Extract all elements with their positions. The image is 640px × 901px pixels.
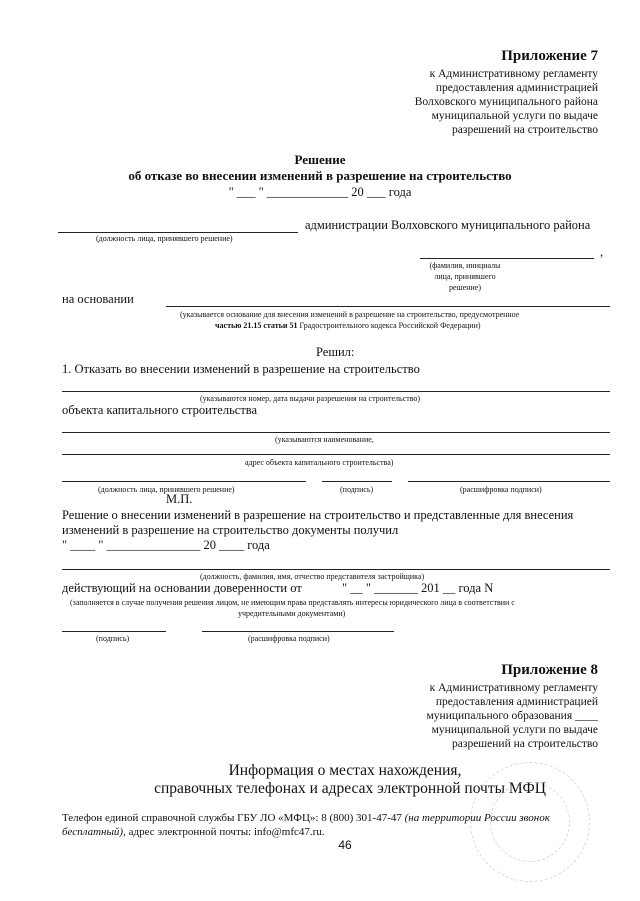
position-line (58, 232, 298, 233)
basis-note: (указывается основание для внесения изменений в разрешение на строительство, предусмотренное (180, 310, 520, 319)
fio-line (420, 258, 594, 259)
sig2-decode-label: (расшифровка подписи) (248, 634, 330, 643)
info-title: справочных телефонах и адресах электронной почты МФЦ (154, 780, 546, 797)
sig-sign-label: (подпись) (340, 485, 374, 494)
info-email (62, 825, 325, 839)
appendix-8-line: к Административному регламенту (429, 682, 598, 694)
resolved-label: Решил: (316, 345, 355, 359)
comma: , (600, 245, 604, 259)
appendix-8-title: Приложение 8 (501, 662, 598, 678)
received-text: изменений в разрешение на строительство документы получил (62, 523, 399, 537)
basis-note-rest: Градостроительного кодекса Российской Федерации) (297, 321, 481, 330)
basis-note (215, 321, 481, 331)
decision-title: Решение (294, 152, 346, 167)
permit-line (62, 391, 610, 392)
sig-decode-label: (расшифровка подписи) (460, 485, 542, 494)
info-free-call: бесплатный), (62, 826, 126, 838)
decision-date-line: " ___ " _____________ 20 ___ года (228, 185, 412, 199)
sig2-sign-label: (подпись) (96, 634, 130, 643)
object-address-line (62, 454, 610, 455)
signature-position-line (62, 481, 306, 482)
basis-line (166, 306, 610, 307)
signature2-line (62, 631, 166, 632)
info-phone-italic: (на территории России звонок (404, 812, 550, 824)
administration-name: администрации Волховского муниципального района (305, 218, 591, 232)
refusal-item: 1. Отказать во внесении изменений в разрешение на строительство (62, 362, 420, 376)
note-proxy: (заполняется в случае получения решения лицом, не имеющим права представлять интересы юридического лица в соответствии с (70, 598, 515, 607)
signature-decode-line (408, 481, 610, 482)
appendix-7-line: муниципальной услуги по выдаче (431, 110, 598, 122)
basis-note-bold: частью 21.15 статьи 51 (215, 321, 298, 330)
appendix-8-line: муниципального образования ____ (426, 710, 598, 722)
info-title: Информация о местах нахождения, (228, 762, 462, 779)
note-number: (указываются номер, дата выдачи разрешения на строительство) (200, 394, 421, 403)
object-name-line (62, 432, 610, 433)
label-fio: решение) (448, 283, 482, 292)
label-fio: (фамилия, инициалы (429, 261, 501, 270)
signature-line (322, 481, 392, 482)
info-phone-text: Телефон единой справочной службы ГБУ ЛО «МФЦ»: 8 (800) 301-47-47 (62, 812, 405, 824)
note-developer: (должность, фамилия, имя, отчество представителя застройщика) (200, 572, 425, 581)
received-date: " ____ " _______________ 20 ____ года (62, 538, 270, 552)
appendix-8-line: разрешений на строительство (452, 738, 598, 750)
proxy-label: действующий на основании доверенности от (62, 581, 302, 595)
label-position: (должность лица, принявшего решение) (96, 234, 233, 243)
object-label: объекта капитального строительства (62, 403, 258, 417)
received-text: Решение о внесении изменений в разрешение на строительство и представленные для внесения (62, 508, 574, 522)
info-email-text: адрес электронной почты: info@mfc47.ru. (125, 826, 325, 838)
note-name: (указываются наименование, (275, 435, 374, 444)
note-proxy: учредительными документами) (238, 609, 346, 618)
appendix-7-title: Приложение 7 (501, 48, 598, 64)
sig-position-label: (должность лица, принявшего решение) (98, 485, 235, 494)
decision-subtitle: об отказе во внесении изменений в разрешение на строительство (128, 168, 512, 183)
appendix-7-line: разрешений на строительство (452, 124, 598, 136)
proxy-date: " __ " _______ 201 __ года N (342, 581, 494, 595)
note-address: адрес объекта капитального строительства) (245, 458, 394, 467)
page-number: 46 (338, 838, 352, 852)
appendix-7-line: Волховского муниципального района (414, 96, 598, 108)
label-fio: лица, принявшего (434, 272, 496, 281)
appendix-7-line: предоставления администрацией (435, 82, 598, 94)
appendix-7-line: к Административному регламенту (429, 68, 598, 80)
seal-place: М.П. (166, 492, 193, 506)
signature2-decode-line (202, 631, 394, 632)
appendix-8-line: муниципальной услуги по выдаче (431, 724, 598, 736)
developer-line (62, 569, 610, 570)
basis-label: на основании (62, 292, 134, 306)
appendix-8-line: предоставления администрацией (435, 696, 598, 708)
